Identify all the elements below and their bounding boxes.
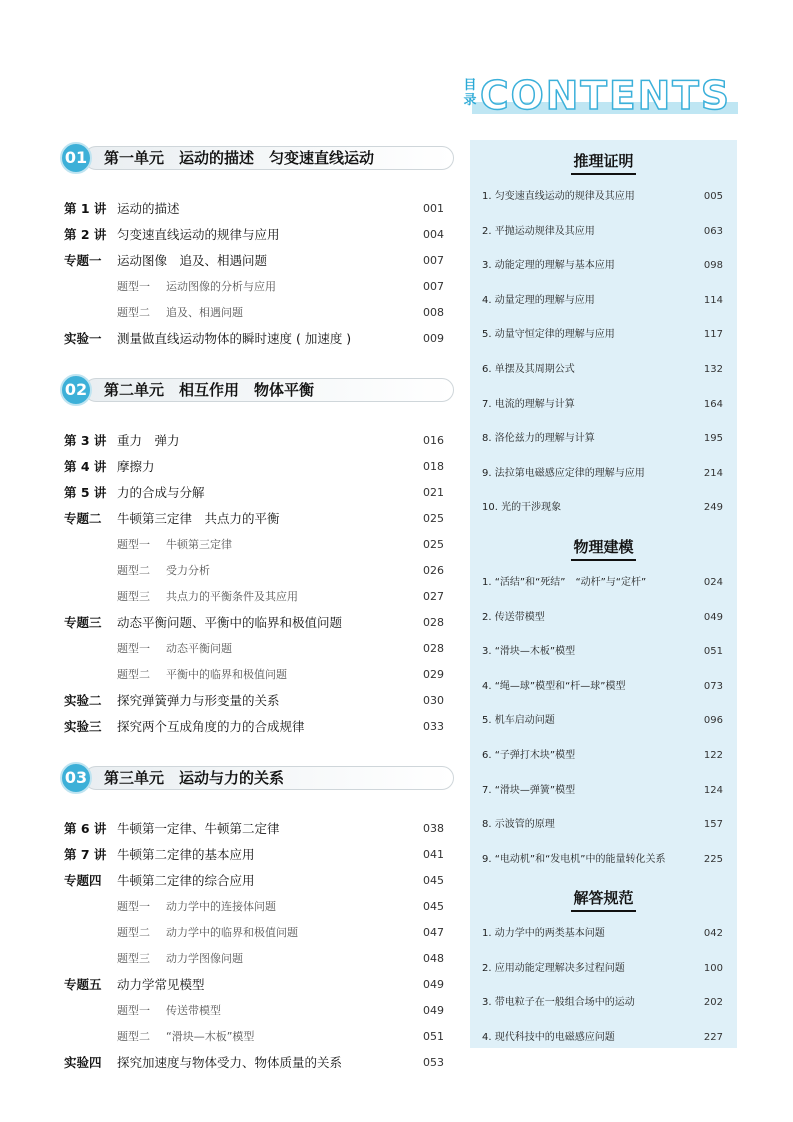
toc-entry-title: 牛顿第一定律、牛顿第二定律 — [117, 821, 280, 836]
toc-entry-title: 受力分析 — [166, 564, 210, 577]
section-entry-title: 9. 法拉第电磁感应定律的理解与应用 — [482, 467, 645, 479]
section-entry[interactable] — [470, 249, 737, 284]
toc-entry-label: 题型二 — [117, 668, 150, 681]
toc-entry-page: 047 — [423, 926, 444, 939]
contents-logo — [462, 74, 738, 119]
unit-number-badge: 03 — [60, 762, 92, 794]
section-title-text: 推理证明 — [571, 150, 635, 175]
toc-entry-title: 摩擦力 — [117, 459, 155, 474]
toc-entry-title: 传送带模型 — [166, 1004, 221, 1017]
section-entry-title: 6. “子弹打木块”模型 — [482, 749, 576, 761]
toc-entry-label: 题型一 — [117, 642, 150, 655]
section-entry-page: 122 — [703, 749, 723, 761]
section-entry-title: 2. 传送带模型 — [482, 611, 545, 623]
toc-entry-label: 专题二 — [64, 511, 102, 526]
toc-entry[interactable] — [62, 196, 452, 222]
unit-title: 第三单元 运动与力的关系 — [104, 769, 285, 787]
section-title-text: 物理建模 — [571, 536, 635, 561]
toc-entry-title: 动力学图像问题 — [166, 952, 243, 965]
section-entry-title: 4. 现代科技中的电磁感应问题 — [482, 1032, 615, 1044]
section-entry-title: 7. “滑块—弹簧”模型 — [482, 784, 576, 796]
section-entry[interactable] — [470, 491, 737, 526]
section-entry[interactable] — [470, 601, 737, 636]
toc-entry-page: 004 — [423, 228, 444, 241]
toc-entry-page: 021 — [423, 486, 444, 499]
section-entry-page: 005 — [703, 191, 723, 202]
unit-header — [62, 760, 452, 794]
toc-entry-label: 题型三 — [117, 590, 150, 603]
section-entry-page: 227 — [703, 1032, 723, 1044]
toc-main-column — [62, 140, 452, 1076]
section-entry-page: 124 — [703, 784, 723, 796]
toc-entry-label: 第 3 讲 — [64, 433, 107, 448]
section-entry-title: 3. 带电粒子在一般组合场中的运动 — [482, 997, 635, 1009]
toc-entry[interactable] — [62, 688, 452, 714]
toc-entry-title: 探究两个互成角度的力的合成规律 — [117, 719, 305, 734]
section-entry[interactable] — [470, 215, 737, 250]
toc-entry[interactable] — [62, 610, 452, 636]
toc-entry[interactable] — [62, 558, 452, 584]
toc-entry-label: 专题一 — [64, 253, 102, 268]
unit-number-badge: 02 — [60, 374, 92, 406]
unit-number-badge: 01 — [60, 142, 92, 174]
toc-entry-page: 018 — [423, 460, 444, 473]
logo-title: CONTENTS — [480, 74, 731, 119]
toc-entry-page: 028 — [423, 642, 444, 655]
section-entry[interactable] — [470, 843, 737, 878]
toc-entry-label: 题型二 — [117, 926, 150, 939]
toc-entry-label: 实验三 — [64, 719, 102, 734]
section-entry[interactable] — [470, 917, 737, 952]
unit-title: 第二单元 相互作用 物体平衡 — [104, 381, 315, 399]
section-entry[interactable] — [470, 457, 737, 492]
section-entry-page: 117 — [703, 329, 723, 341]
unit-title: 第一单元 运动的描述 匀变速直线运动 — [104, 149, 375, 167]
section-entry-title: 5. 动量守恒定律的理解与应用 — [482, 329, 615, 341]
section-title — [470, 526, 737, 566]
toc-entry[interactable] — [62, 816, 452, 842]
section-entry[interactable] — [470, 670, 737, 705]
toc-entry-page: 028 — [423, 616, 444, 629]
section-entry-page: 098 — [703, 260, 723, 272]
toc-entry-label: 第 6 讲 — [64, 821, 107, 836]
section-entry-page: 049 — [703, 611, 723, 623]
section-entry-title: 2. 平抛运动规律及其应用 — [482, 225, 595, 237]
toc-entry-title: 运动的描述 — [117, 201, 180, 216]
toc-entry-label: 题型一 — [117, 1004, 150, 1017]
toc-entry-title: 动力学中的连接体问题 — [166, 900, 276, 913]
section-entry-title: 8. 示波管的原理 — [482, 819, 555, 831]
toc-entry-page: 025 — [423, 512, 444, 525]
unit-header — [62, 372, 452, 406]
toc-entry-label: 实验一 — [64, 331, 102, 346]
section-entry-title: 9. “电动机”和“发电机”中的能量转化关系 — [482, 853, 666, 865]
toc-entry-title: 动力学中的临界和极值问题 — [166, 926, 298, 939]
toc-entry-page: 026 — [423, 564, 444, 577]
toc-entry-title: 重力 弹力 — [117, 433, 180, 448]
section-entry[interactable] — [470, 986, 737, 1021]
toc-entry-title: 平衡中的临界和极值问题 — [166, 668, 287, 681]
toc-entry[interactable] — [62, 300, 452, 326]
toc-entry-label: 题型一 — [117, 538, 150, 551]
section-entry-title: 1. 匀变速直线运动的规律及其应用 — [482, 191, 635, 202]
toc-entry-label: 第 5 讲 — [64, 485, 107, 500]
toc-entry-page: 053 — [423, 1056, 444, 1069]
toc-entry-title: 牛顿第三定律 — [166, 538, 232, 551]
section-entry[interactable] — [470, 180, 737, 215]
unit-header — [62, 140, 452, 174]
toc-entry[interactable] — [62, 584, 452, 610]
section-entry-page: 249 — [703, 502, 723, 514]
section-entry-title: 4. 动量定理的理解与应用 — [482, 294, 595, 306]
toc-entry-label: 第 4 讲 — [64, 459, 107, 474]
toc-entry-title: 匀变速直线运动的规律与应用 — [117, 227, 280, 242]
toc-entry-label: 题型一 — [117, 900, 150, 913]
toc-entry-title: 力的合成与分解 — [117, 485, 205, 500]
section-entry-title: 7. 电流的理解与计算 — [482, 398, 575, 410]
toc-entry-label: 专题五 — [64, 977, 102, 992]
toc-entry-page: 008 — [423, 306, 444, 319]
section-entry-page: 051 — [703, 646, 723, 658]
section-entry-page: 214 — [703, 467, 723, 479]
toc-entry-title: 追及、相遇问题 — [166, 306, 243, 319]
section-entry-page: 157 — [703, 819, 723, 831]
section-entry-page: 024 — [703, 576, 723, 588]
toc-entry[interactable] — [62, 1050, 452, 1076]
toc-entry[interactable] — [62, 842, 452, 868]
section-entry-page: 100 — [703, 962, 723, 974]
section-entry-page: 073 — [703, 680, 723, 692]
section-entry[interactable] — [470, 739, 737, 774]
section-entry[interactable] — [470, 808, 737, 843]
toc-entry-page: 045 — [423, 900, 444, 913]
toc-entry[interactable] — [62, 222, 452, 248]
toc-entry-page: 007 — [423, 280, 444, 293]
section-entry[interactable] — [470, 635, 737, 670]
toc-entry-title: 牛顿第二定律的基本应用 — [117, 847, 255, 862]
toc-entry-label: 实验二 — [64, 693, 102, 708]
toc-entry-label: 题型二 — [117, 306, 150, 319]
toc-entry-title: 运动图像 追及、相遇问题 — [117, 253, 268, 268]
toc-entry-page: 025 — [423, 538, 444, 551]
toc-entry-page: 038 — [423, 822, 444, 835]
toc-entry[interactable] — [62, 532, 452, 558]
section-entry-page: 063 — [703, 225, 723, 237]
toc-entry-page: 001 — [423, 202, 444, 215]
section-entry[interactable] — [470, 566, 737, 601]
section-entry[interactable] — [470, 353, 737, 388]
section-entry-title: 6. 单摆及其周期公式 — [482, 363, 575, 375]
toc-entry-title: 探究加速度与物体受力、物体质量的关系 — [117, 1055, 343, 1070]
logo-mulu-label: 目录 — [463, 78, 477, 108]
toc-entry-title: 动态平衡问题、平衡中的临界和极值问题 — [117, 615, 343, 630]
toc-entry-page: 009 — [423, 332, 444, 345]
section-entry[interactable] — [470, 318, 737, 353]
toc-entry-label: 题型二 — [117, 564, 150, 577]
section-entry-page: 164 — [703, 398, 723, 410]
section-entry-title: 1. 动力学中的两类基本问题 — [482, 928, 605, 940]
section-entry-title: 5. 机车启动问题 — [482, 715, 555, 727]
section-title — [470, 140, 737, 180]
toc-entry-page: 033 — [423, 720, 444, 733]
section-entry-page: 114 — [703, 294, 723, 306]
section-entry[interactable] — [470, 704, 737, 739]
toc-entry[interactable] — [62, 454, 452, 480]
section-entry-title: 3. 动能定理的理解与基本应用 — [482, 260, 615, 272]
toc-entry-label: 题型二 — [117, 1030, 150, 1043]
toc-entry-title: “滑块—木板”模型 — [166, 1030, 255, 1043]
toc-entry[interactable] — [62, 920, 452, 946]
section-entry-page: 195 — [703, 433, 723, 445]
section-entry[interactable] — [470, 422, 737, 457]
section-title — [470, 877, 737, 917]
toc-entry-label: 实验四 — [64, 1055, 102, 1070]
toc-entry[interactable] — [62, 480, 452, 506]
toc-entry-label: 第 1 讲 — [64, 201, 107, 216]
section-entry-title: 1. “活结”和“死结” “动杆”与“定杆” — [482, 576, 647, 588]
toc-entry[interactable] — [62, 1024, 452, 1050]
section-title-text: 解答规范 — [571, 887, 635, 912]
section-entry-page: 225 — [703, 853, 723, 865]
section-entry-page: 096 — [703, 715, 723, 727]
toc-entry-page: 045 — [423, 874, 444, 887]
toc-entry[interactable] — [62, 428, 452, 454]
section-entry-title: 3. “滑块—木板”模型 — [482, 646, 576, 658]
toc-entry-label: 第 2 讲 — [64, 227, 107, 242]
toc-entry-title: 牛顿第三定律 共点力的平衡 — [117, 511, 280, 526]
section-entry-title: 4. “绳—球”模型和“杆—球”模型 — [482, 680, 626, 692]
toc-entry-page: 041 — [423, 848, 444, 861]
toc-entry-title: 运动图像的分析与应用 — [166, 280, 276, 293]
section-entry-title: 8. 洛伦兹力的理解与计算 — [482, 433, 595, 445]
section-entry[interactable] — [470, 952, 737, 987]
section-entry[interactable] — [470, 1021, 737, 1056]
toc-entry[interactable] — [62, 868, 452, 894]
section-entry-title: 2. 应用动能定理解决多过程问题 — [482, 962, 625, 974]
toc-entry[interactable] — [62, 946, 452, 972]
toc-entry-page: 048 — [423, 952, 444, 965]
toc-side-panel — [470, 140, 737, 1048]
toc-entry[interactable] — [62, 998, 452, 1024]
toc-entry-label: 题型三 — [117, 952, 150, 965]
toc-entry-title: 探究弹簧弹力与形变量的关系 — [117, 693, 280, 708]
toc-entry-page: 030 — [423, 694, 444, 707]
toc-entry-label: 专题三 — [64, 615, 102, 630]
toc-entry[interactable] — [62, 248, 452, 274]
section-entry[interactable] — [470, 284, 737, 319]
toc-entry-title: 牛顿第二定律的综合应用 — [117, 873, 255, 888]
toc-entry-page: 027 — [423, 590, 444, 603]
toc-entry[interactable] — [62, 274, 452, 300]
toc-entry[interactable] — [62, 636, 452, 662]
section-entry[interactable] — [470, 388, 737, 423]
toc-entry[interactable] — [62, 894, 452, 920]
toc-entry[interactable] — [62, 972, 452, 998]
toc-entry-title: 测量做直线运动物体的瞬时速度 ( 加速度 ) — [117, 331, 352, 346]
section-entry-title: 10. 光的干涉现象 — [482, 502, 562, 514]
toc-entry-page: 051 — [423, 1030, 444, 1043]
section-entry-page: 202 — [703, 997, 723, 1009]
unit-spacer — [62, 740, 452, 760]
toc-entry-label: 第 7 讲 — [64, 847, 107, 862]
toc-entry-page: 029 — [423, 668, 444, 681]
section-entry[interactable] — [470, 774, 737, 809]
toc-entry-title: 动态平衡问题 — [166, 642, 232, 655]
toc-entry-label: 题型一 — [117, 280, 150, 293]
section-entry-page: 132 — [703, 363, 723, 375]
toc-entry-page: 049 — [423, 1004, 444, 1017]
toc-entry[interactable] — [62, 662, 452, 688]
toc-entry[interactable] — [62, 714, 452, 740]
toc-entry-label: 专题四 — [64, 873, 102, 888]
toc-entry-page: 007 — [423, 254, 444, 267]
toc-entry-title: 动力学常见模型 — [117, 977, 205, 992]
toc-entry[interactable] — [62, 326, 452, 352]
toc-entry-page: 049 — [423, 978, 444, 991]
toc-entry-page: 016 — [423, 434, 444, 447]
section-entry-page: 042 — [703, 928, 723, 940]
toc-entry-title: 共点力的平衡条件及其应用 — [166, 590, 298, 603]
toc-entry[interactable] — [62, 506, 452, 532]
unit-spacer — [62, 352, 452, 372]
